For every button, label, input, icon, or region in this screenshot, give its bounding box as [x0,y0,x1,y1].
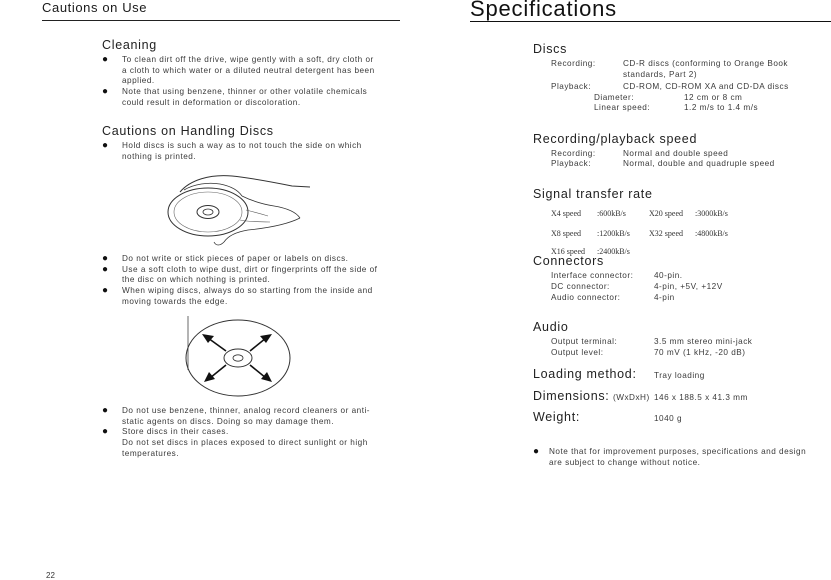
discs-diameter-value: 12 cm or 8 cm [684,93,743,102]
discs-linear-label: Linear speed: [594,103,651,112]
text-line: could result in deformation or discoloration. [122,97,301,107]
speed-recording-label: Recording: [551,149,596,158]
audio-heading: Audio [533,320,569,334]
transfer-x32-value: :4800kB/s [695,229,728,238]
text-line: temperatures. [122,448,180,458]
left-header-rule [42,20,400,21]
text-line: Use a soft cloth to wipe dust, dirt or fingerprints off the side of [122,264,378,274]
loading-label: Loading method: [533,367,637,381]
right-page-header: Specifications [470,0,617,21]
text-line: applied. [122,76,155,86]
transfer-x8-label: X8 speed [551,229,581,238]
text-line: the disc on which nothing is printed. [122,275,271,285]
transfer-x20-label: X20 speed [649,209,683,218]
bullet-glyph: ● [102,285,109,297]
speed-recording-value: Normal and double speed [623,149,729,158]
transfer-x4-label: X4 speed [551,209,581,218]
connector-dc-label: DC connector: [551,282,610,291]
connector-audio-label: Audio connector: [551,293,621,302]
left-page-header: Cautions on Use [42,0,148,15]
connector-dc-value: 4-pin, +5V, +12V [654,282,723,291]
handling-bullet-5 [102,406,407,427]
discs-recording-value-1: CD-R discs (conforming to Orange Book [623,59,789,68]
text-line: Note that for improvement purposes, specifications and design [549,447,807,456]
discs-playback-label: Playback: [551,82,591,91]
bullet-glyph: ● [102,140,109,151]
handling-bullet-3 [102,265,407,286]
bullet-glyph: ● [102,405,109,416]
connector-audio-value: 4-pin [654,293,675,302]
bullet-glyph: ● [533,446,540,457]
loading-value: Tray loading [654,371,705,380]
text-line: When wiping discs, always do so starting from the inside and [122,286,373,296]
transfer-x32-label: X32 speed [649,229,683,238]
text-line: a cloth to which water or a diluted neutral detergent has been [122,65,375,75]
right-header-rule [470,21,831,22]
page-number: 22 [46,571,55,580]
text-line: To clean dirt off the drive, wipe gently with a soft, dry cloth or [122,55,374,64]
bullet-glyph: ● [102,253,109,264]
disc-wiping-direction-illustration [180,308,296,402]
cleaning-heading: Cleaning [102,38,157,52]
connector-interface-value: 40-pin. [654,271,683,280]
text-line: are subject to change without notice. [549,457,701,467]
text-line: Do not use benzene, thinner, analog record cleaners or anti- [122,406,371,415]
handling-bullet-6 [102,427,407,459]
discs-heading: Discs [533,42,568,56]
transfer-x16-label: X16 speed [551,247,585,256]
transfer-x20-value: :3000kB/s [695,209,728,218]
bullet-glyph: ● [102,263,109,275]
text-line: moving towards the edge. [122,296,228,306]
speed-heading: Recording/playback speed [533,132,698,146]
speed-playback-value: Normal, double and quadruple speed [623,159,775,168]
text-line: Store discs in their cases. [122,427,229,437]
handling-bullet-4 [102,286,407,307]
audio-level-value: 70 mV (1 kHz, -20 dB) [654,348,746,357]
discs-recording-label: Recording: [551,59,596,68]
weight-value: 1040 g [654,414,683,423]
text-line: nothing is printed. [122,151,197,161]
speed-playback-label: Playback: [551,159,591,168]
dimensions-value: 146 x 188.5 x 41.3 mm [654,393,748,402]
discs-linear-value: 1.2 m/s to 1.4 m/s [684,103,759,112]
specs-note [533,447,831,468]
handling-list-3 [102,406,407,460]
connectors-heading: Connectors [533,254,604,268]
bullet-glyph: ● [102,426,109,438]
bullet-glyph: ● [102,54,109,65]
audio-terminal-value: 3.5 mm stereo mini-jack [654,337,753,346]
cleaning-bullet-2 [102,87,407,108]
handling-bullet-2 [102,254,407,265]
handling-bullet-1 [102,141,407,162]
handling-list-2 [102,254,407,308]
transfer-x4-value: :600kB/s [597,209,626,218]
text-line: Do not write or stick pieces of paper or labels on discs. [122,254,349,263]
audio-terminal-label: Output terminal: [551,337,618,346]
transfer-x8-value: :1200kB/s [597,229,630,238]
dimensions-unit: (WxDxH) [613,393,650,402]
connector-interface-label: Interface connector: [551,271,634,280]
audio-level-label: Output level: [551,348,604,357]
hand-holding-disc-illustration [150,170,325,246]
dimensions-label: Dimensions: [533,389,610,403]
cleaning-list [102,55,407,109]
discs-playback-value: CD-ROM, CD-ROM XA and CD-DA discs [623,82,789,91]
handling-heading: Cautions on Handling Discs [102,124,274,138]
text-line: static agents on discs. Doing so may damage them. [122,416,334,426]
transfer-heading: Signal transfer rate [533,187,653,201]
discs-diameter-label: Diameter: [594,93,634,102]
text-line: Note that using benzene, thinner or other volatile chemicals [122,87,368,97]
bullet-glyph: ● [102,86,109,98]
text-line: Hold discs is such a way as to not touch the side on which [122,141,362,150]
text-line: Do not set discs in places exposed to direct sunlight or high [122,438,368,448]
cleaning-bullet-1 [102,55,407,87]
discs-recording-value-2: standards, Part 2) [623,70,698,79]
weight-label: Weight: [533,410,581,424]
transfer-x16-value: :2400kB/s [597,247,630,256]
